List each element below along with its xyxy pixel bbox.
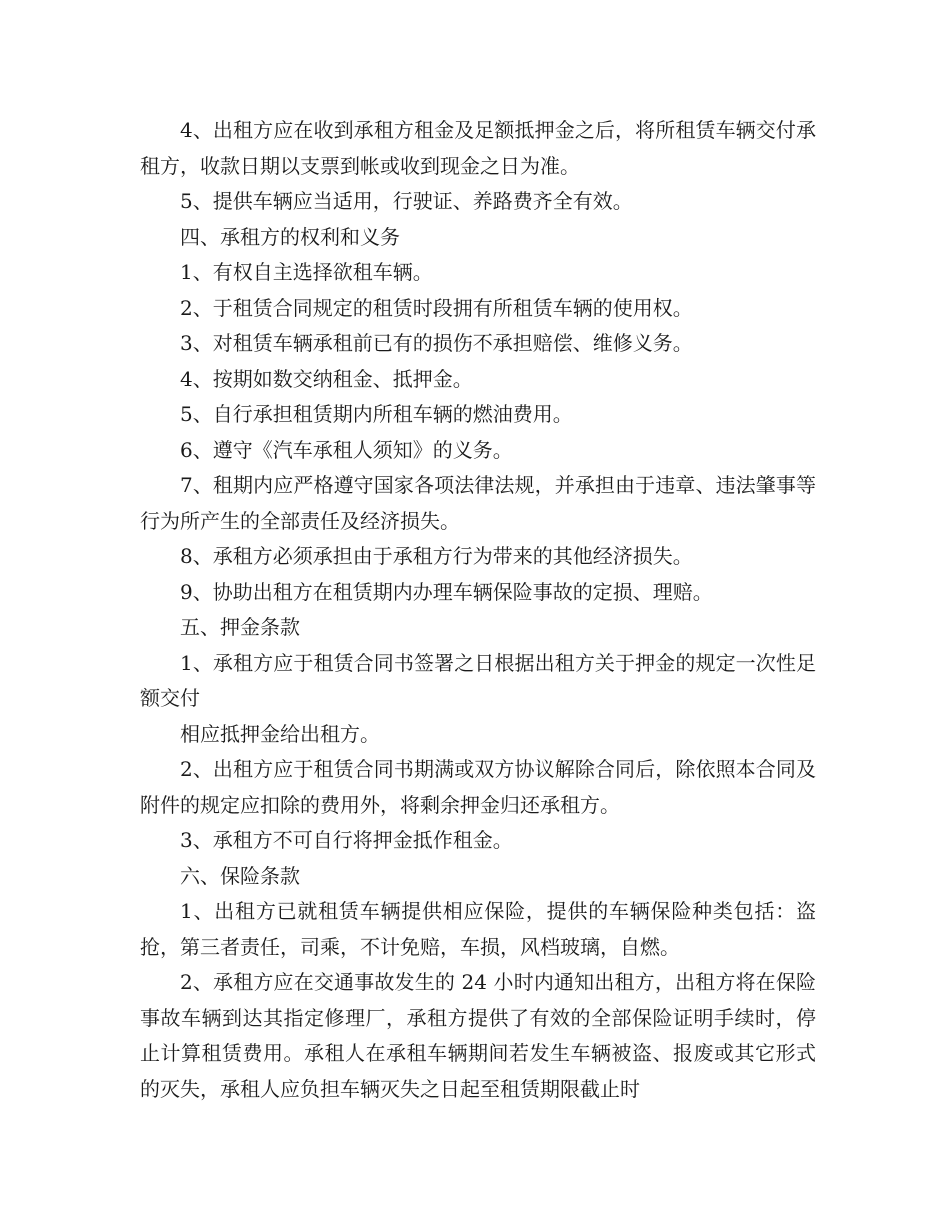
paragraph-11: 9、协助出租方在租赁期内办理车辆保险事故的定损、理赔。 <box>180 579 713 604</box>
paragraph-17: 2、承租方应在交通事故发生的 24 小时内通知出租方，出租方将在保险事故车辆到达其指定修理厂，承租方提供了有效的全部保险证明手续时，停止计算租赁费用。承租人在承租车辆期间若发生车辆被盗、报废或其它形式的灭失，承租人应负担车辆灭失之日起至租赁期限截止时 <box>140 970 816 1101</box>
paragraph-13: 相应抵押金给出租方。 <box>180 721 380 746</box>
paragraph-1: 4、出租方应在收到承租方租金及足额抵押金之后，将所租赁车辆交付承租方，收款日期以支票到帐或收到现金之日为准。 <box>140 118 816 178</box>
paragraph-12: 1、承租方应于租赁合同书签署之日根据出租方关于押金的规定一次性足额交付 <box>140 650 816 710</box>
paragraph-3: 1、有权自主选择欲租车辆。 <box>180 260 433 284</box>
paragraph-7: 5、自行承担租赁期内所租车辆的燃油费用。 <box>180 402 573 426</box>
paragraph-15: 3、承租方不可自行将押金抵作租金。 <box>180 828 513 852</box>
document-body <box>140 113 816 1107</box>
paragraph-16: 1、出租方已就租赁车辆提供相应保险，提供的车辆保险种类包括：盗抢，第三者责任，司乘，不计免赔，车损，风档玻璃，自燃。 <box>140 899 816 959</box>
paragraph-5: 3、对租赁车辆承租前已有的损伤不承担赔偿、维修义务。 <box>180 331 693 355</box>
paragraph-10: 8、承租方必须承担由于承租方行为带来的其他经济损失。 <box>180 544 693 568</box>
paragraph-6: 4、按期如数交纳租金、抵押金。 <box>180 366 473 391</box>
paragraph-2: 5、提供车辆应当适用，行驶证、养路费齐全有效。 <box>180 189 633 213</box>
section-heading-4: 四、承租方的权利和义务 <box>180 224 400 249</box>
paragraph-8: 6、遵守《汽车承租人须知》的义务。 <box>180 437 513 462</box>
section-heading-5: 五、押金条款 <box>180 615 300 639</box>
paragraph-14: 2、出租方应于租赁合同书期满或双方协议解除合同后，除依照本合同及附件的规定应扣除的费用外，将剩余押金归还承租方。 <box>140 757 816 817</box>
paragraph-4: 2、于租赁合同规定的租赁时段拥有所租赁车辆的使用权。 <box>180 295 693 320</box>
paragraph-9: 7、租期内应严格遵守国家各项法律法规，并承担由于违章、违法肇事等行为所产生的全部责任及经济损失。 <box>140 473 816 533</box>
section-heading-6: 六、保险条款 <box>180 863 300 888</box>
